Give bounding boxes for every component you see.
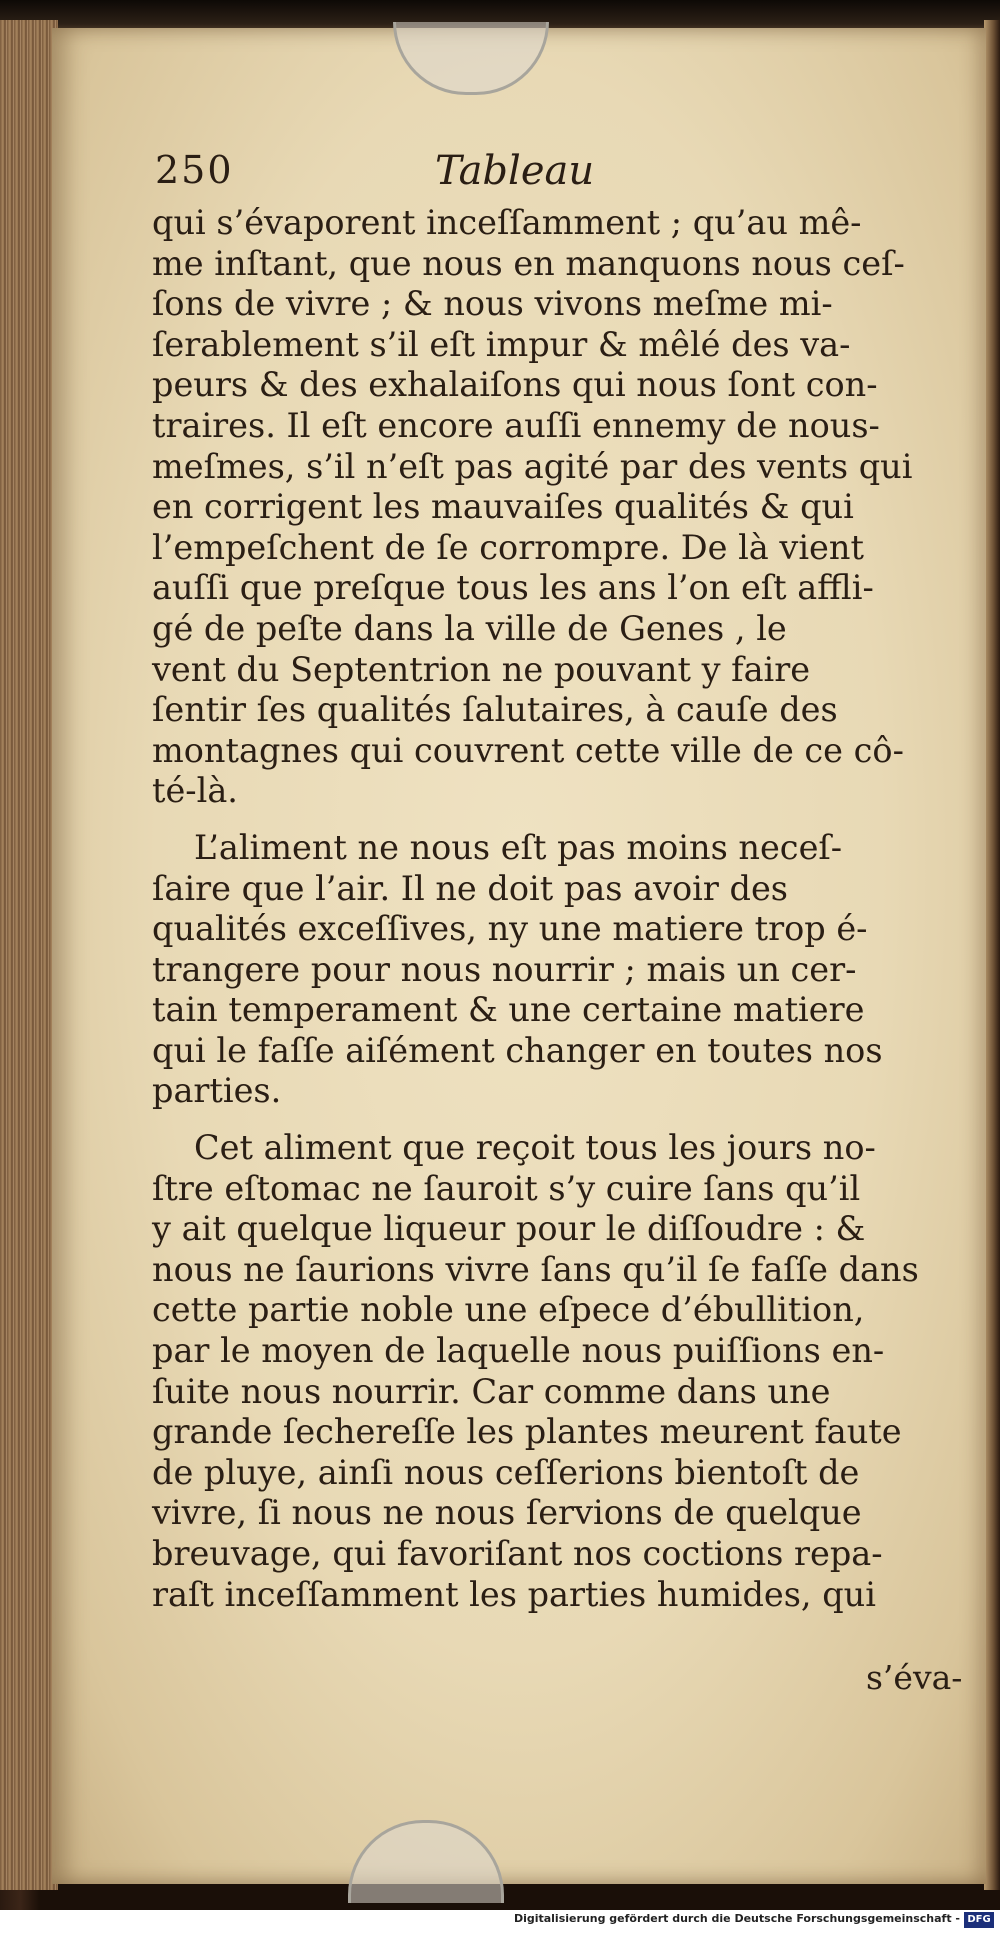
- text-line: trangere pour nous nourrir ; mais un cer-: [152, 949, 857, 989]
- text-line: en corrigent les mauvaiſes qualités & qui: [152, 487, 854, 527]
- body-text: [152, 203, 952, 1615]
- running-head: Tableau: [435, 148, 595, 194]
- paragraph-break: [152, 1112, 952, 1128]
- page-number: 250: [155, 148, 234, 192]
- text-line: peurs & des exhalaiſons qui nous ſont con-: [152, 365, 878, 405]
- text-line: montagnes qui couvrent cette ville de ce cô-: [152, 730, 904, 770]
- text-line: qualités exceſſives, ny une matiere trop é-: [152, 909, 868, 949]
- text-line: qui le faſſe aiſément changer en toutes nos: [152, 1030, 883, 1070]
- text-line: meſmes, s’il n’eſt pas agité par des vents qui: [152, 446, 913, 486]
- text-line: parties.: [152, 1071, 282, 1111]
- page-clip-bottom: [348, 1820, 504, 1903]
- text-line: L’aliment ne nous eſt pas moins neceſ-: [194, 827, 843, 867]
- text-line: té-là.: [152, 771, 238, 811]
- dfg-logo: DFG: [964, 1912, 994, 1928]
- text-line: gé de peſte dans la ville de Genes , le: [152, 608, 787, 648]
- digitization-credit: Digitalisierung gefördert durch die Deutsche Forschungsgemeinschaft -: [513, 1912, 960, 1925]
- text-line: ſaire que l’air. Il ne doit pas avoir des: [152, 868, 788, 908]
- text-line: par le moyen de laquelle nous puiſſions en-: [152, 1331, 885, 1371]
- text-line: breuvage, qui favoriſant nos coctions repa-: [152, 1534, 883, 1573]
- text-line: cette partie noble une eſpece d’ébullition,: [152, 1290, 865, 1330]
- text-line: me inſtant, que nous en manquons nous ceſ-: [152, 243, 905, 283]
- page-edges-left: [0, 20, 58, 1890]
- text-line: vivre, ſi nous ne nous ſervions de quelque: [152, 1493, 862, 1533]
- text-line: vent du Septentrion ne pouvant y faire: [152, 649, 811, 689]
- text-line: ſentir ſes qualités ſalutaires, à cauſe des: [152, 690, 838, 730]
- text-line: ſons de vivre ; & nous vivons meſme mi-: [152, 284, 833, 324]
- page-header: [155, 148, 715, 208]
- text-line: qui s’évaporent inceſſamment ; qu’au mê-: [152, 203, 862, 242]
- text-line: auſſi que preſque tous les ans l’on eſt affli-: [152, 568, 874, 608]
- text-line: nous ne ſaurions vivre ſans qu’il ſe faſſe dans: [152, 1249, 919, 1289]
- text-line: Cet aliment que reçoit tous les jours no-: [194, 1128, 876, 1168]
- page-clip-top: [393, 22, 549, 95]
- text-line: de pluye, ainſi nous ceſſerions bientoſt de: [152, 1452, 860, 1492]
- text-line: tain temperament & une certaine matiere: [152, 990, 865, 1030]
- text-line: l’empeſchent de ſe corrompre. De là vient: [152, 527, 864, 567]
- text-line: traires. Il eſt encore auſſi ennemy de nous-: [152, 405, 880, 445]
- book-spine-right: [984, 20, 1000, 1890]
- text-line: y ait quelque liqueur pour le diſſoudre : &: [152, 1209, 866, 1249]
- text-line: ſuite nous nourrir. Car comme dans une: [152, 1371, 831, 1411]
- text-line: raſt inceſſamment les parties humides, qui: [152, 1574, 876, 1614]
- paragraph-break: [152, 812, 952, 828]
- text-line: ſerablement s’il eſt impur & mêlé des va-: [152, 324, 851, 364]
- text-line: ſtre eſtomac ne ſauroit s’y cuire ſans qu’il: [152, 1168, 861, 1208]
- catchword: s’éva-: [866, 1658, 963, 1697]
- text-line: grande ſechereſſe les plantes meurent faute: [152, 1412, 902, 1452]
